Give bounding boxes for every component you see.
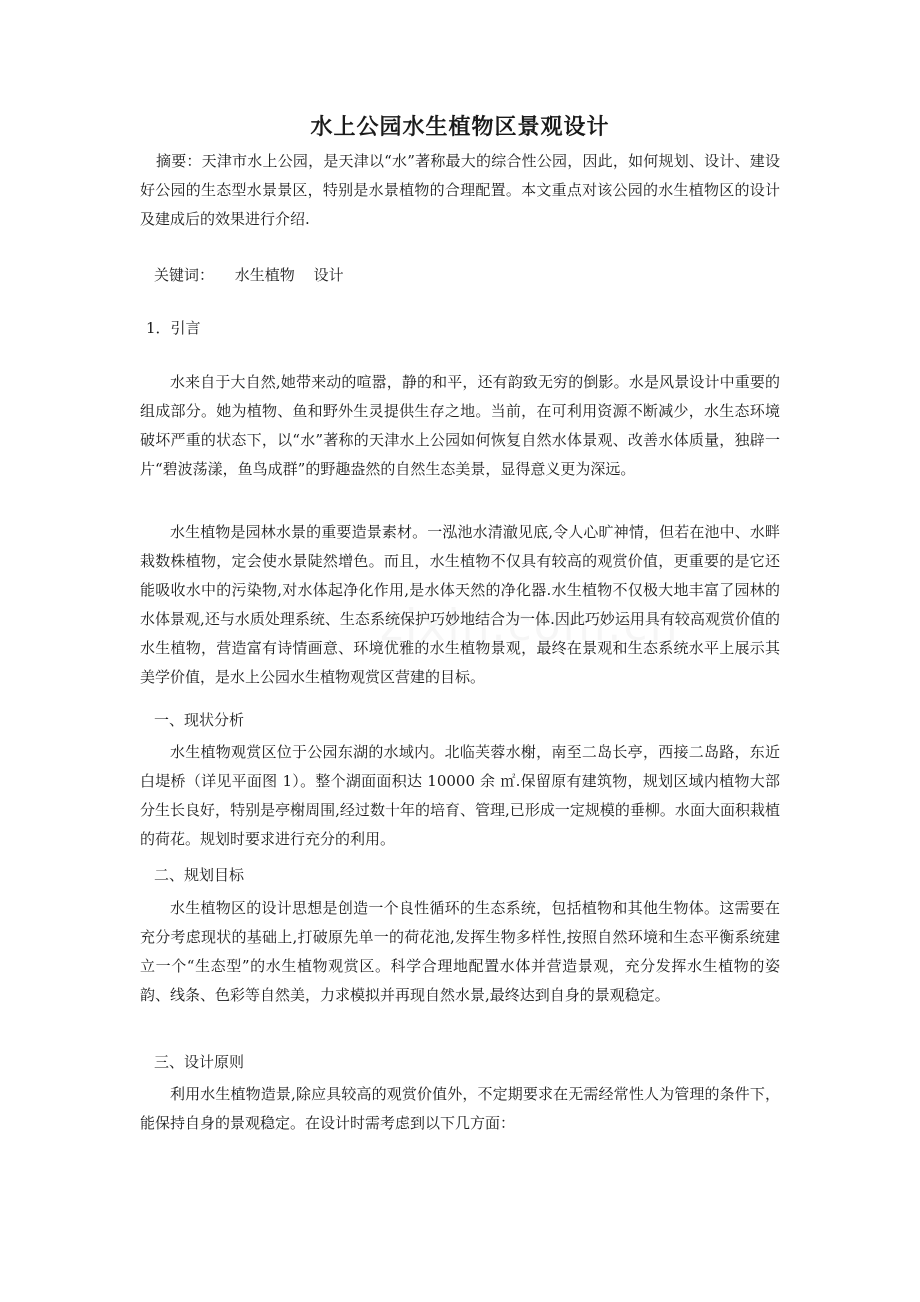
section-heading-1: 一、现状分析 <box>154 711 245 729</box>
body-paragraph-intro-2: 水生植物是园林水景的重要造景素材。一泓池水清澈见底,令人心旷神情，但若在池中、水畔栽数株植物，定会使水景陡然增色。而且，水生植物不仅具有较高的观赏价值，更重要的是它还能吸收水中的污染物,对水体起净化作用,是水体天然的净化器.水生植物不仅极大地丰富了园林的水体景观,还与水质处理系统、生态系统保护巧妙地结合为一体.因此巧妙运用具有较高观赏价值的水生植物，营造富有诗情画意、环境优雅的水生植物景观，最终在景观和生态系统水平上展示其美学价值，是水上公园水生植物观赏区营建的目标。 <box>140 523 780 686</box>
body-paragraph-section-3: 利用水生植物造景,除应具较高的观赏价值外，不定期要求在无需经常性人为管理的条件下，能保持自身的景观稳定。在设计时需考虑到以下几方面： <box>140 1085 780 1132</box>
keyword-item: 水生植物 <box>234 266 295 284</box>
section-heading-3: 三、设计原则 <box>154 1053 245 1071</box>
body-paragraph-intro-1: 水来自于大自然,她带来动的喧嚣，静的和平，还有韵致无穷的倒影。水是风景设计中重要的组成部分。她为植物、鱼和野外生灵提供生存之地。当前，在可利用资源不断减少，水生态环境破坏严重的状态下，以“水”著称的天津水上公园如何恢复自然水体景观、改善水体质量，独辟一片“碧波荡漾，鱼鸟成群”的野趣盎然的自然生态美景，显得意义更为深远。 <box>140 373 780 478</box>
keyword-item: 设计 <box>313 266 344 284</box>
section-heading-intro: 1．引言 <box>146 319 201 337</box>
document-title: 水上公园水生植物区景观设计 <box>310 115 610 140</box>
body-paragraph-section-2: 水生植物区的设计思想是创造一个良性循环的生态系统，包括植物和其他生物体。这需要在充分考虑现状的基础上,打破原先单一的荷花池,发挥生物多样性,按照自然环境和生态平衡系统建立一个“生态型”的水生植物观赏区。科学合理地配置水体并营造景观，充分发挥水生植物的姿韵、线条、色彩等自然美，力求模拟并再现自然水景,最终达到自身的景观稳定。 <box>140 899 780 1004</box>
body-paragraph-section-1: 水生植物观赏区位于公园东湖的水域内。北临芙蓉水榭，南至二岛长亭，西接二岛路，东近白堤桥（详见平面图 1）。整个湖面面积达 10000 余 ㎡.保留原有建筑物，规划区域内植物大部分生长良好，特别是亭榭周围,经过数十年的培育、管理,已形成一定规模的垂柳。水面大面积栽植的荷花。规划时要求进行充分的利用。 <box>140 743 780 848</box>
keywords-label: 关键词： <box>154 266 215 284</box>
section-heading-2: 二、规划目标 <box>154 866 245 884</box>
abstract-paragraph: 摘要：天津市水上公园，是天津以“水”著称最大的综合性公园，因此，如何规划、设计、建设好公园的生态型水景景区，特别是水景植物的合理配置。本文重点对该公园的水生植物区的设计及建成后的效果进行介绍. <box>140 152 780 228</box>
keywords-line <box>140 261 794 290</box>
